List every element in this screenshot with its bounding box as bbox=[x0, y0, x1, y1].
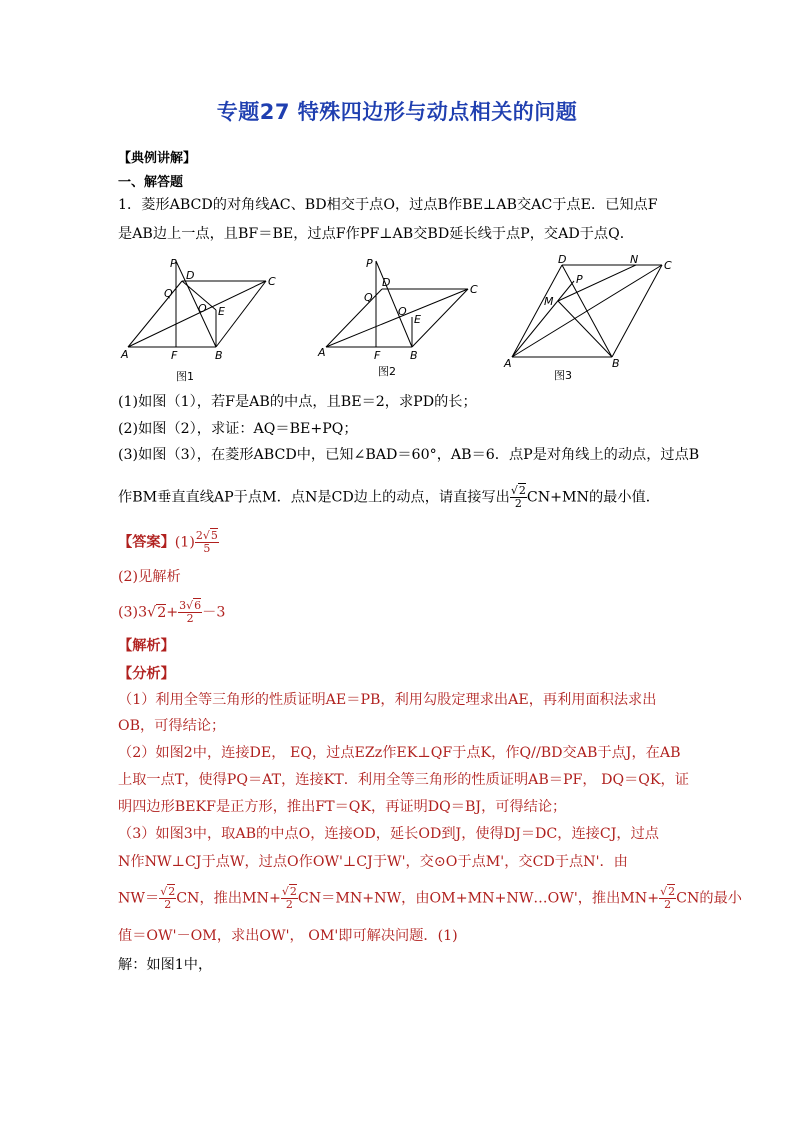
fig1-label-c: C bbox=[268, 275, 276, 288]
fig1-caption: 图1 bbox=[176, 370, 194, 383]
figure-3 bbox=[502, 253, 682, 385]
fig2-label-e: E bbox=[414, 313, 421, 326]
answer-line-3: (3)3√2+ $\frac{3√6}{2}$ －3 bbox=[118, 599, 226, 625]
analysis-p2-line-1: （2）如图2中，连接DE， EQ，过点EZz作EK⊥QF于点K，作Q//BD交AB于点J，在AB bbox=[118, 745, 681, 761]
analysis-p3-line-4: 值＝OW'－OM，求出OW'， OM'即可解决问题．(1) bbox=[118, 928, 458, 944]
fig2-label-b: B bbox=[410, 349, 418, 362]
fig3-caption: 图3 bbox=[554, 369, 572, 382]
fig1-label-d: D bbox=[186, 269, 195, 282]
fig2-da bbox=[326, 289, 382, 347]
question-3-line-2: 作BM垂直直线AP于点M．点N是CD边上的动点，请直接写出 $\frac{√2}{2}$ CN+MN的最小值． bbox=[118, 484, 660, 510]
analysis-p2-line-3: 明四边形BEKF是正方形，推出FT＝QK，再证明DQ＝BJ，可得结论； bbox=[118, 799, 567, 815]
section-label: 【典例讲解】 bbox=[118, 151, 197, 166]
question-3-line-1: (3)如图（3），在菱形ABCD中，已知∠BAD＝60°，AB＝6．点P是对角线上的动点，过点B bbox=[118, 447, 700, 463]
analysis-sub-label: 【分析】 bbox=[118, 666, 175, 682]
analysis-p1-line-2: OB，可得结论； bbox=[118, 718, 226, 734]
question-2: (2)如图（2），求证：AQ＝BE+PQ； bbox=[118, 421, 358, 437]
answer-line-2: (2)见解析 bbox=[118, 569, 181, 585]
fig3-label-d: D bbox=[558, 253, 567, 266]
fig2-ac bbox=[326, 289, 468, 347]
solution-start: 解：如图1中， bbox=[118, 957, 213, 973]
figure-2 bbox=[316, 253, 496, 385]
fig2-bp bbox=[376, 261, 412, 347]
fig2-label-f: F bbox=[374, 349, 381, 362]
answer-line-1: 【答案】(1) $\frac{2√5}{5}$ bbox=[118, 529, 218, 555]
analysis-p3-line-1: （3）如图3中，取AB的中点O，连接OD，延长OD到J，使得DJ＝DC，连接CJ，过点 bbox=[118, 826, 659, 842]
fig1-label-p: P bbox=[170, 257, 177, 270]
fig3-label-p: P bbox=[576, 273, 583, 286]
fig3-bc bbox=[612, 265, 662, 357]
fig3-label-c: C bbox=[664, 259, 672, 272]
subsection-heading: 一、解答题 bbox=[118, 175, 184, 190]
problem-line-2: 是AB边上一点，且BF＝BE，过点F作PF⊥AB交BD延长线于点P，交AD于点Q． bbox=[118, 226, 634, 242]
fig2-caption: 图2 bbox=[378, 365, 396, 378]
fig3-label-b: B bbox=[612, 357, 620, 370]
fig3-label-n: N bbox=[630, 253, 639, 266]
fig1-label-a: A bbox=[121, 348, 129, 361]
page-title: 专题27 特殊四边形与动点相关的问题 bbox=[216, 100, 578, 124]
fig1-da bbox=[128, 281, 182, 347]
fig2-label-a: A bbox=[318, 346, 326, 359]
fig1-bp bbox=[176, 261, 216, 347]
fig2-label-o: O bbox=[398, 305, 407, 318]
fig1-label-q: Q bbox=[164, 287, 173, 300]
analysis-p1-line-1: （1）利用全等三角形的性质证明AE＝PB，利用勾股定理求出AE，再利用面积法求出 bbox=[118, 692, 657, 708]
fig1-label-f: F bbox=[171, 349, 178, 362]
fig1-label-o: O bbox=[198, 302, 207, 315]
problem-line-1: 1．菱形ABCD的对角线AC、BD相交于点O，过点B作BE⊥AB交AC于点E．已知点F bbox=[118, 197, 658, 213]
fig3-bm bbox=[558, 301, 612, 357]
fig1-ac bbox=[128, 281, 266, 347]
fig2-label-d: D bbox=[382, 276, 391, 289]
fig3-label-a: A bbox=[504, 357, 512, 370]
fig3-da bbox=[512, 265, 562, 357]
fig2-label-q: Q bbox=[364, 291, 373, 304]
fig3-mn bbox=[558, 265, 636, 301]
fig3-label-m: M bbox=[544, 295, 554, 308]
fig3-ap bbox=[512, 281, 574, 357]
analysis-p3-line-2: N作NW⊥CJ于点W，过点O作OW'⊥CJ于W'，交⊙O于点M'，交CD于点N'．由 bbox=[118, 854, 628, 870]
fig2-label-p: P bbox=[366, 257, 373, 270]
figure-1 bbox=[118, 253, 298, 385]
question-1: (1)如图（1），若F是AB的中点，且BE＝2，求PD的长； bbox=[118, 394, 477, 410]
fig1-label-e: E bbox=[218, 305, 225, 318]
fig1-label-b: B bbox=[215, 349, 223, 362]
analysis-label: 【解析】 bbox=[118, 638, 175, 654]
analysis-p2-line-2: 上取一点T，使得PQ＝AT，连接KT．利用全等三角形的性质证明AB＝PF， DQ＝QK，证 bbox=[118, 772, 689, 788]
fig2-label-c: C bbox=[470, 283, 478, 296]
fig3-bd bbox=[562, 265, 612, 357]
analysis-p3-line-3: NW＝ $\frac{√2}{2}$ CN，推出MN+ $\frac{√2}{2}$ CN＝MN+NW，由OM+MN+NW…OW'，推出MN+ $\frac{√2}{2}$ CN的最小 bbox=[118, 885, 742, 911]
